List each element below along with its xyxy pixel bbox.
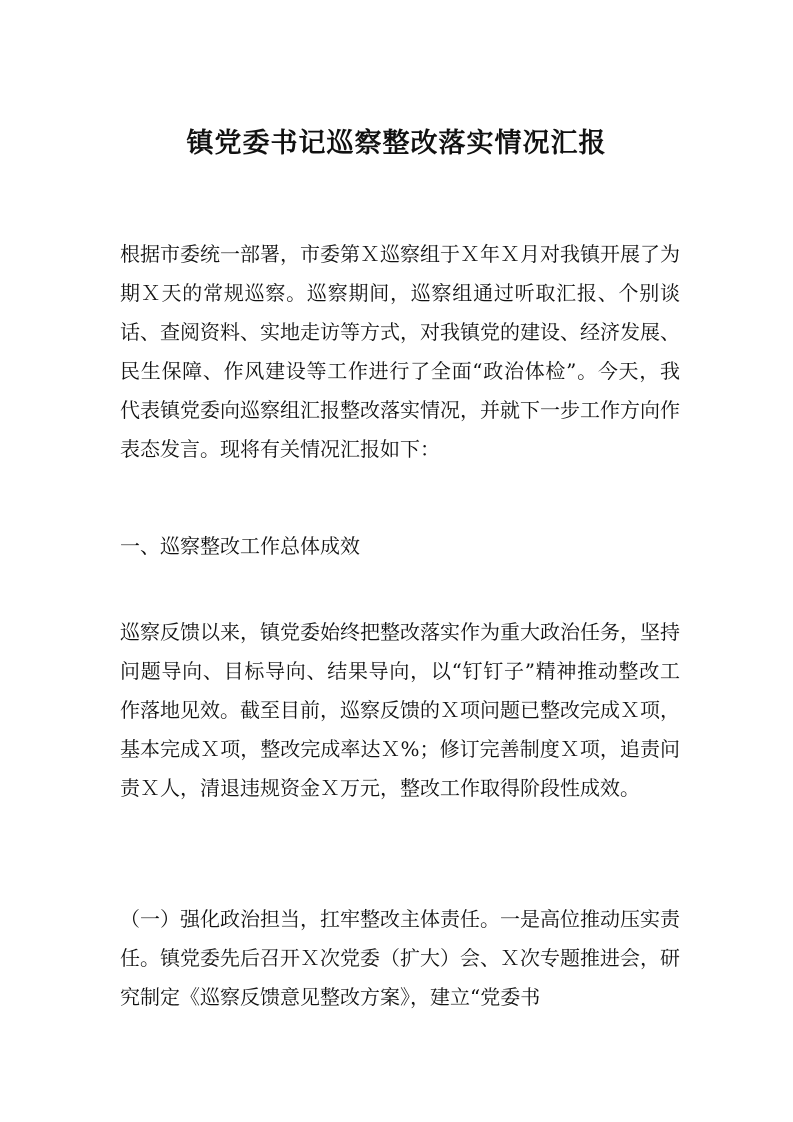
section-heading: 一、巡察整改工作总体成效 [120,534,360,558]
intro-paragraph: 根据市委统一部署，市委第Ｘ巡察组于Ｘ年Ｘ月对我镇开展了为期Ｘ天的常规巡察。巡察期间，巡察组通过听取汇报、个别谈话、查阅资料、实地走访等方式，对我镇党的建设、经济发展、民生保障、作风建设等工作进行了全面“政治体检”。今天，我代表镇党委向巡察组汇报整改落实情况，并就下一步工作方向作表态发言。现将有关情况汇报如下： [120,242,680,461]
document-title: 镇党委书记巡察整改落实情况汇报 [186,128,607,159]
subsection-paragraph: （一）强化政治担当，扛牢整改主体责任。一是高位推动压实责任。镇党委先后召开Ｘ次党委（扩大）会、Ｘ次专题推进会，研究制定《巡察反馈意见整改方案》，建立“党委书 [120,907,680,1009]
section-body-paragraph: 巡察反馈以来，镇党委始终把整改落实作为重大政治任务，坚持问题导向、目标导向、结果导向，以“钉钉子”精神推动整改工作落地见效。截至目前，巡察反馈的Ｘ项问题已整改完成Ｘ项，基本完成Ｘ项，整改完成率达Ｘ%；修订完善制度Ｘ项，追责问责Ｘ人，清退违规资金Ｘ万元，整改工作取得阶段性成效。 [120,620,680,800]
